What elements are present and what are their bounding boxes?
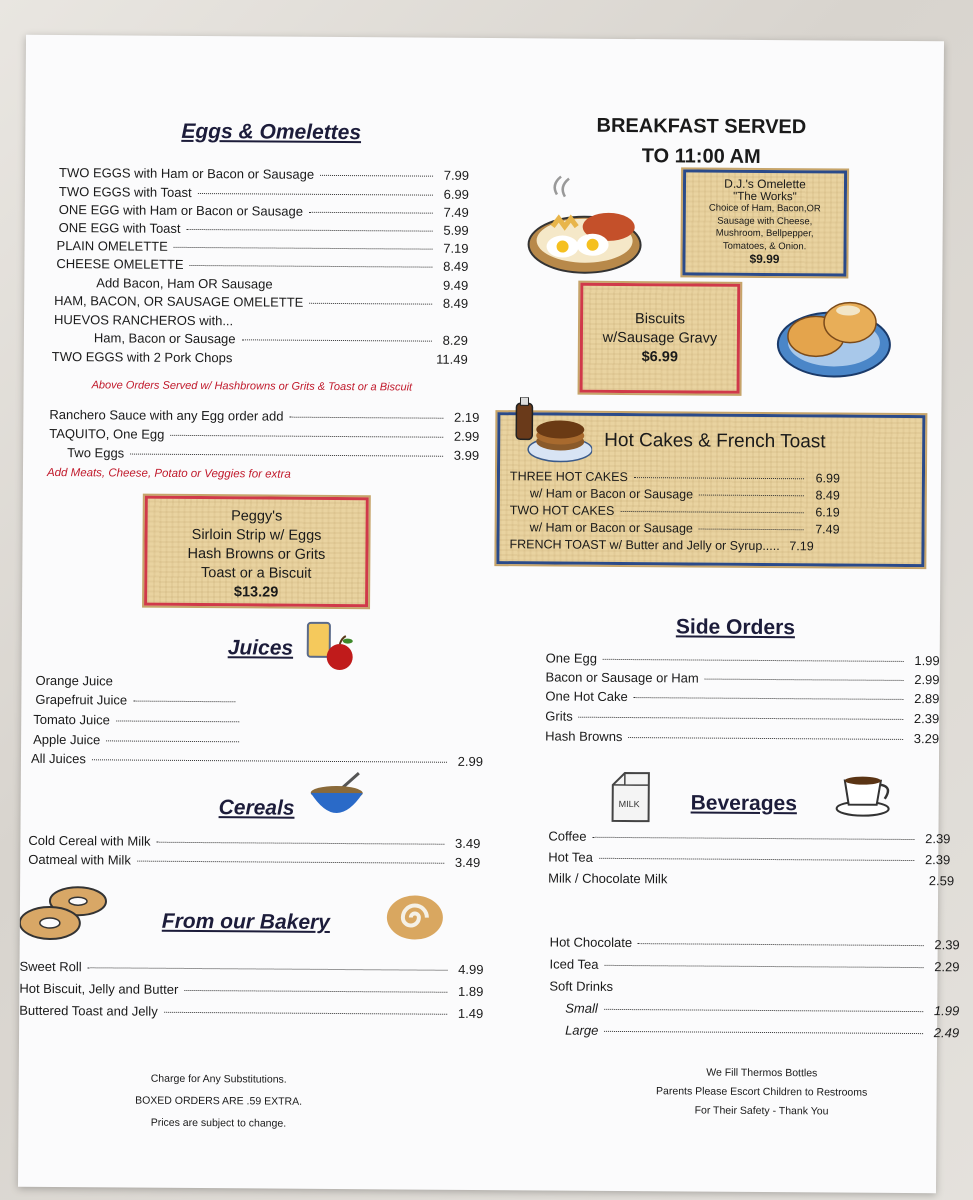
side-orders-title: Side Orders <box>675 615 796 640</box>
omelette-line: Tomatoes, & Onion. <box>722 240 807 252</box>
menu-item: Hot Tea 2.39 <box>548 849 951 868</box>
menu-item: Grits 2.39 <box>545 708 940 727</box>
breakfast-line: TO 11:00 AM <box>641 145 761 168</box>
menu-item: One Egg 1.99 <box>545 650 940 669</box>
menu-item: Ranchero Sauce with any Egg order add 2.19 <box>49 406 480 425</box>
menu-item: Milk / Chocolate Milk 2.59 <box>548 870 955 889</box>
menu-item: HUEVOS RANCHEROS with... <box>53 312 234 329</box>
peggy-line: Sirloin Strip w/ Eggs <box>191 526 322 544</box>
menu-item: Large 2.49 <box>565 1022 960 1041</box>
juices-title: Juices <box>227 636 294 660</box>
hotcakes-title: Hot Cakes & French Toast <box>604 429 826 453</box>
biscuits-line: w/Sausage Gravy <box>602 329 718 347</box>
menu-item: TWO EGGS with Toast 6.99 <box>58 184 469 202</box>
menu-item: TWO HOT CAKES 6.19 <box>509 503 840 520</box>
menu-item: ONE EGG with Ham or Bacon or Sausage 7.49 <box>58 202 469 220</box>
menu-item: TWO EGGS with Ham or Bacon or Sausage 7.99 <box>59 165 470 183</box>
menu-sheet <box>18 35 960 1193</box>
breakfast-plate-icon <box>526 174 645 279</box>
donut-icon <box>20 883 112 950</box>
peggy-special-box <box>144 496 369 608</box>
footer-line: For Their Safety - Thank You <box>694 1104 829 1118</box>
menu-item: Iced Tea 2.29 <box>549 956 960 975</box>
biscuits-price: $6.99 <box>641 349 678 366</box>
menu-item: Coffee 2.39 <box>548 828 951 847</box>
footer-line: Prices are subject to change. <box>150 1116 287 1130</box>
biscuits-line: Biscuits <box>635 311 686 328</box>
menu-item: Sweet Roll 4.99 <box>19 958 484 978</box>
omelette-line: D.J.'s Omelette <box>724 176 806 192</box>
omelette-line: "The Works" <box>733 190 797 203</box>
footer-line: BOXED ORDERS ARE .59 EXTRA. <box>135 1094 303 1108</box>
coffee-cup-icon <box>835 770 899 818</box>
menu-item: Small 1.99 <box>565 1000 960 1019</box>
breakfast-served-heading <box>581 111 821 173</box>
menu-item: Bacon or Sausage or Ham 2.99 <box>545 669 940 688</box>
milk-carton-label: MILK <box>618 798 640 810</box>
menu-item: Apple Juice <box>33 732 245 748</box>
menu-item: Hot Chocolate 2.39 <box>549 934 960 953</box>
footer-left-notes <box>108 1067 328 1135</box>
footer-line: Parents Please Escort Children to Restrooms <box>655 1085 868 1099</box>
menu-item: CHEESE OMELETTE 8.49 <box>56 256 469 274</box>
menu-item: HAM, BACON, OR SAUSAGE OMELETTE 8.49 <box>54 293 469 311</box>
footer-right-notes <box>616 1063 906 1122</box>
footer-line: Charge for Any Substitutions. <box>150 1072 287 1086</box>
breakfast-line: BREAKFAST SERVED <box>596 114 807 139</box>
cereal-bowl-icon <box>309 769 367 821</box>
milk-carton-icon <box>607 771 655 825</box>
bakery-title: From our Bakery <box>161 909 330 934</box>
peggy-line: Toast or a Biscuit <box>201 565 312 582</box>
menu-item: Grapefruit Juice <box>35 692 241 708</box>
menu-item: FRENCH TOAST w/ Butter and Jelly or Syrup..... 7.19 <box>509 537 814 554</box>
menu-item: THREE HOT CAKES 6.99 <box>509 469 841 486</box>
biscuit-plate-icon <box>776 286 895 383</box>
cinnamon-roll-icon <box>384 883 446 943</box>
menu-item: All Juices 2.99 <box>30 750 484 770</box>
menu-item: Soft Drinks <box>549 978 614 994</box>
menu-item: Ham, Bacon or Sausage 8.29 <box>93 330 468 348</box>
menu-item: Add Bacon, Ham OR Sausage 9.49 <box>96 275 469 293</box>
dj-omelette-box <box>682 169 847 276</box>
peggy-price: $13.29 <box>233 584 279 601</box>
menu-item: Cold Cereal with Milk 3.49 <box>28 832 481 852</box>
eggs-title: Eggs & Omelettes <box>181 119 362 145</box>
peggy-line: Peggy's <box>231 508 283 525</box>
menu-item: Tomato Juice <box>33 712 245 728</box>
menu-item: w/ Ham or Bacon or Sausage 7.49 <box>529 520 840 537</box>
menu-item: Buttered Toast and Jelly 1.49 <box>19 1002 484 1022</box>
omelette-line: Sausage with Cheese, <box>717 215 813 227</box>
omelette-line: Mushroom, Bellpepper, <box>715 227 814 240</box>
pancake-syrup-icon <box>508 397 592 468</box>
extras-note: Add Meats, Cheese, Potato or Veggies for extra <box>46 466 291 481</box>
footer-line: We Fill Thermos Bottles <box>706 1066 818 1080</box>
menu-item: w/ Ham or Bacon or Sausage 8.49 <box>529 486 840 503</box>
cereals-title: Cereals <box>218 796 295 820</box>
menu-item: Hash Browns 3.29 <box>545 728 940 747</box>
menu-item: ONE EGG with Toast 5.99 <box>58 220 469 238</box>
juice-apple-icon <box>304 619 360 671</box>
menu-item: PLAIN OMELETTE 7.19 <box>56 238 469 256</box>
peggy-line: Hash Browns or Grits <box>187 545 326 563</box>
menu-item: Oatmeal with Milk 3.49 <box>28 851 481 871</box>
hotcakes-box <box>496 412 925 567</box>
menu-item: One Hot Cake 2.89 <box>545 688 940 707</box>
menu-item: TWO EGGS with 2 Pork Chops 11.49 <box>51 348 468 367</box>
menu-item: Two Eggs 3.99 <box>67 445 480 463</box>
menu-item: Orange Juice <box>35 672 113 689</box>
omelette-price: $9.99 <box>749 251 780 267</box>
menu-item: Hot Biscuit, Jelly and Butter 1.89 <box>19 980 484 1000</box>
beverages-title: Beverages <box>690 791 798 816</box>
menu-item: TAQUITO, One Egg 2.99 <box>49 425 480 444</box>
biscuits-gravy-box <box>580 283 741 394</box>
served-with-note: Above Orders Served w/ Hashbrowns or Grits & Toast or a Biscuit <box>91 379 413 394</box>
omelette-line: Choice of Ham, Bacon,OR <box>708 202 821 215</box>
